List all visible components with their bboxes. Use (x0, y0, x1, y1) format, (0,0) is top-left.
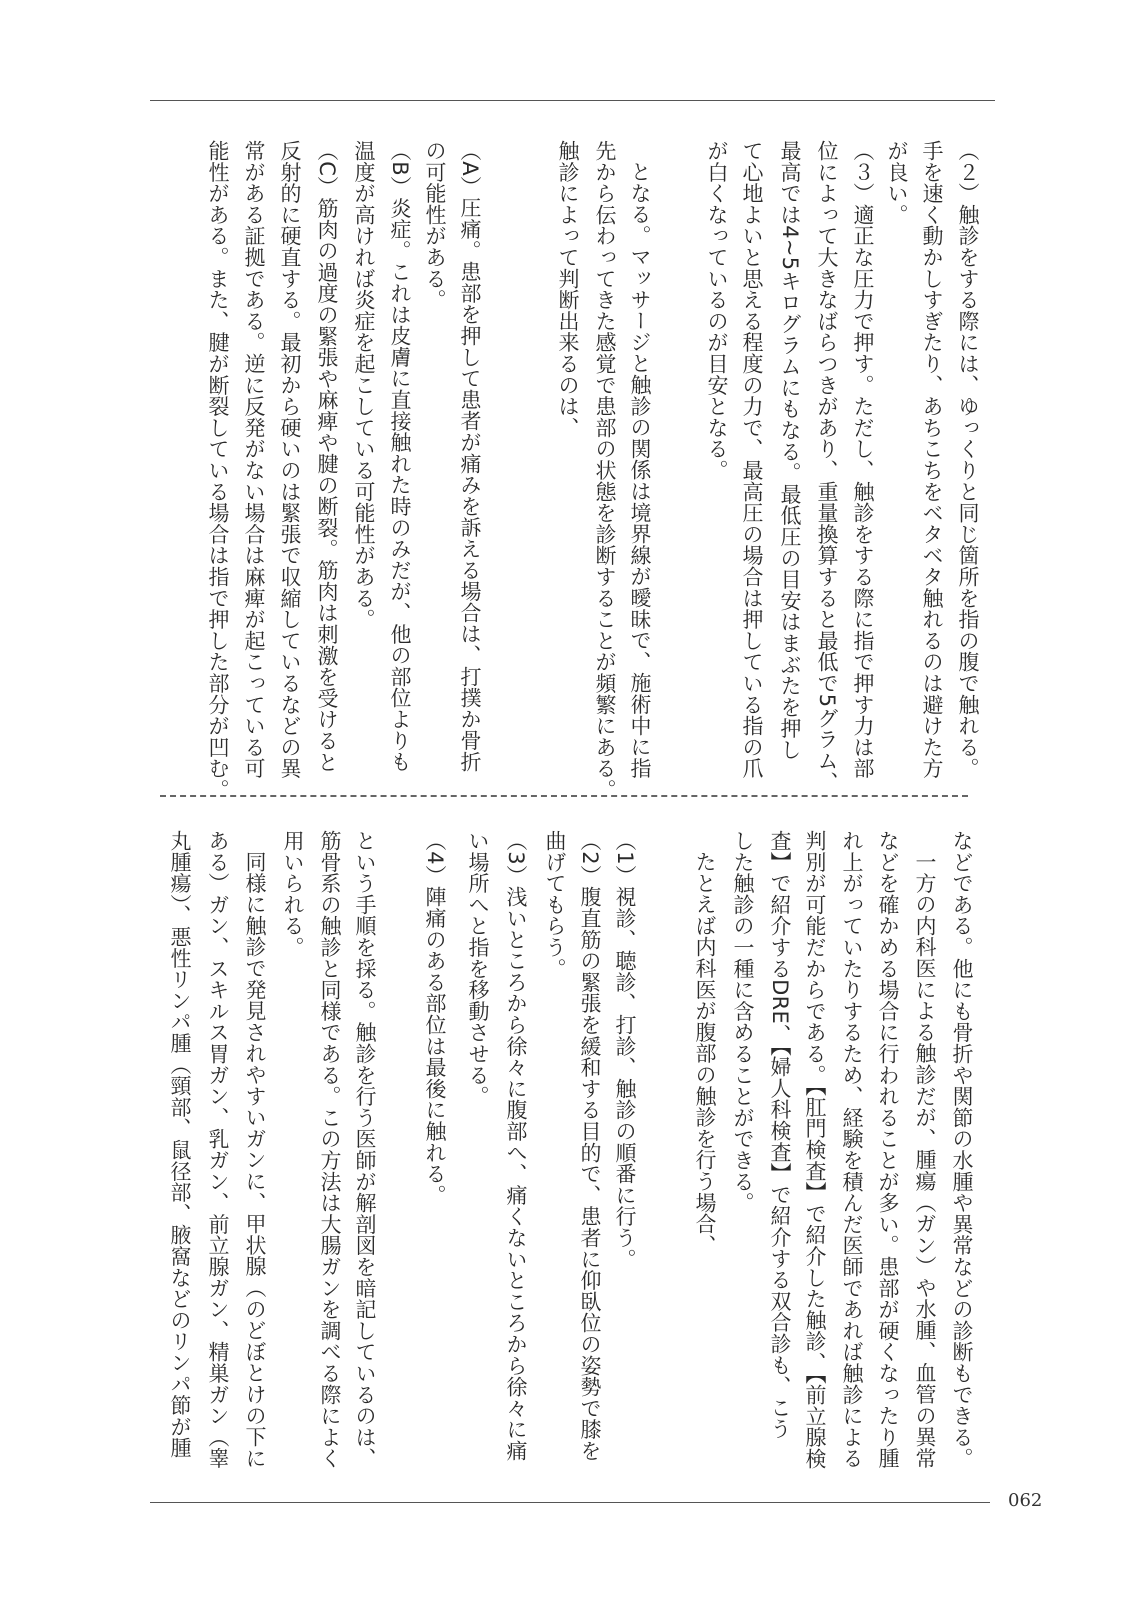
text-line: （C）筋肉の過度の緊張や麻痺や腱の断裂。筋肉は刺激を受けると (315, 140, 339, 773)
text-line: 触診によって判断出来るのは、 (556, 140, 580, 439)
text-line: が白くなっているのが目安となる。 (705, 140, 729, 481)
text-line: などである。他にも骨折や関節の水腫や異常などの診断もできる。 (950, 830, 974, 1469)
text-line: 査】で紹介するDRE、【婦人科検査】で紹介する双合診も、こう (768, 830, 792, 1440)
text-line: 用いられる。 (281, 830, 305, 958)
text-line: 同様に触診で発見されやすいガンに、甲状腺（のどぼとけの下に (243, 851, 267, 1469)
text-line: 温度が高ければ炎症を起こしている可能性がある。 (352, 140, 376, 630)
text-line: した触診の一種に含めることができる。 (731, 830, 755, 1214)
bottom-rule (150, 1502, 990, 1503)
text-line: 反射的に硬直する。最初から硬いのは緊張で収縮しているなどの異 (278, 140, 302, 779)
top-rule (150, 100, 995, 101)
text-line: 最高では4~5キログラムにもなる。最低圧の目安はまぶたを押し (778, 140, 802, 761)
section-divider (160, 795, 968, 797)
text-line: などを確かめる場合に行われることが多い。患部が硬くなったり腫 (876, 830, 900, 1469)
text-line: （3）浅いところから徐々に腹部へ、痛くないところから徐々に痛 (504, 830, 528, 1462)
text-line: れ上がっていたりするため、経験を積んだ医師であれば触診による (840, 830, 864, 1469)
text-line: 丸腫瘍）、悪性リンパ腫（頸部、鼠径部、腋窩などのリンパ節が腫 (168, 830, 192, 1459)
text-line: 能性がある。また、腱が断裂している場合は指で押した部分が凹む。 (206, 140, 230, 801)
text-line: （1）視診、聴診、打診、触診の順番に行う。 (613, 830, 637, 1270)
text-line: が良い。 (885, 140, 909, 226)
text-line: 曲げてもらう。 (543, 830, 567, 980)
text-line: 筋骨系の触診と同様である。この方法は大腸ガンを調べる際によく (318, 830, 342, 1469)
text-line: 一方の内科医による触診だが、腫瘍（ガン）や水腫、血管の異常 (913, 851, 937, 1469)
text-line: （３）適正な圧力で押す。ただし、触診をする際に指で押す力は部 (851, 140, 875, 779)
text-line: ある）ガン、スキルス胃ガン、乳ガン、前立腺ガン、精巣ガン（睾 (206, 830, 230, 1469)
page-number: 062 (1008, 1490, 1043, 1511)
text-line: （4）陣痛のある部位は最後に触れる。 (423, 830, 447, 1206)
text-line: 先から伝わってきた感覚で患部の状態を診断することが頻繁にある。 (593, 140, 617, 801)
text-line: （B）炎症。これは皮膚に直接触れた時のみだが、他の部位よりも (388, 140, 412, 773)
text-line: という手順を採る。触診を行う医師が解剖図を暗記しているのは、 (353, 830, 377, 1469)
text-line: （２）触診をする際には、ゆっくりと同じ箇所を指の腹で触れる。 (956, 140, 980, 779)
text-line: 常がある証拠である。逆に反発がない場合は麻痺が起こっている可 (242, 140, 266, 779)
text-line: い場所へと指を移動させる。 (466, 830, 490, 1107)
text-line: の可能性がある。 (423, 140, 447, 311)
text-line: （2）腹直筋の緊張を緩和する目的で、患者に仰臥位の姿勢で膝を (578, 830, 602, 1462)
text-line: 判別が可能だからである。【肛門検査】で紹介した触診、【前立腺検 (803, 830, 827, 1470)
text-line: たとえば内科医が腹部の触診を行う場合、 (693, 851, 717, 1256)
text-line: 手を速く動かしすぎたり、あちこちをベタベタ触れるのは避けた方 (920, 140, 944, 779)
text-line: 位によって大きなばらつきがあり、重量換算すると最低で5グラム、 (815, 140, 839, 793)
text-line: となる。マッサージと触診の関係は境界線が曖昧で、施術中に指 (628, 161, 652, 779)
text-line: （A）圧痛。患部を押して患者が痛みを訴える場合は、打撲か骨折 (458, 140, 482, 773)
text-line: て心地よいと思える程度の力で、最高圧の場合は押している指の爪 (740, 140, 764, 779)
